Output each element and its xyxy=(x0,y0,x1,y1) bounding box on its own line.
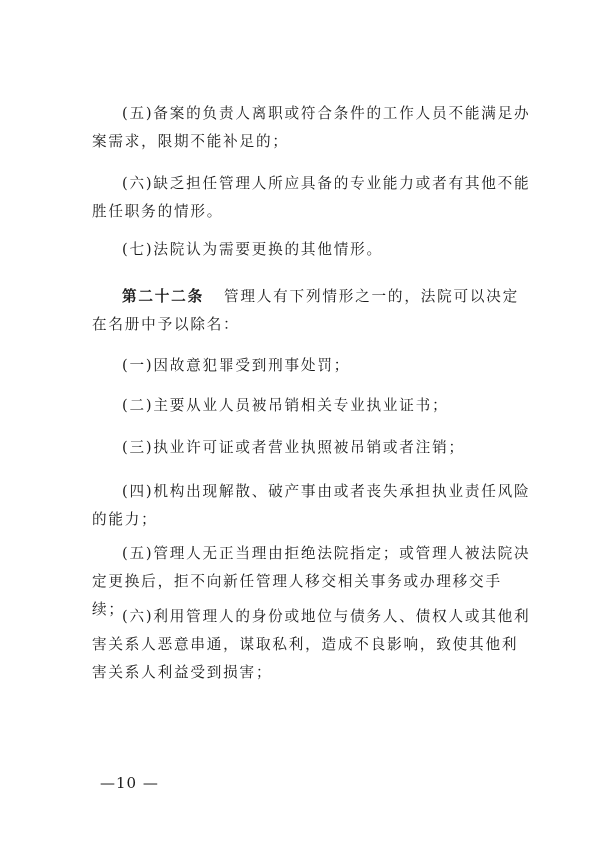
item-six: (六)利用管理人的身份或地位与债务人、债权人或其他利害关系人恶意串通，谋取私利，造成不良影响，致使其他利害关系人利益受到损害； xyxy=(92,608,531,681)
paragraph-six: (六)缺乏担任管理人所应具备的专业能力或者有其他不能胜任职务的情形。 xyxy=(92,175,531,220)
item-one: (一)因故意犯罪受到刑事处罚； xyxy=(122,357,351,374)
item-four: (四)机构出现解散、破产事由或者丧失承担执业责任风险的能力； xyxy=(92,483,531,528)
article-text: 管理人有下列情形之一的，法院可以决定在名册中予以除名： xyxy=(92,288,520,333)
item-five: (五)管理人无正当理由拒绝法院指定；或管理人被法院决定更换后，拒不向新任管理人移交相关事务或办理移交手续； xyxy=(92,545,531,618)
paragraph-seven: (七)法院认为需要更换的其他情形。 xyxy=(122,241,383,258)
item-three-visible: (三)执业许可证或者营业执照被吊销或者注销； xyxy=(122,439,465,456)
page-number: —10 — xyxy=(100,774,159,792)
article-heading: 第二十二条 xyxy=(122,288,204,305)
article-22 xyxy=(92,283,532,339)
paragraph-five: (五)备案的负责人离职或符合条件的工作人员不能满足办案需求，限期不能补足的； xyxy=(92,105,531,150)
item-two: (二)主要从业人员被吊销相关专业执业证书； xyxy=(122,397,449,414)
